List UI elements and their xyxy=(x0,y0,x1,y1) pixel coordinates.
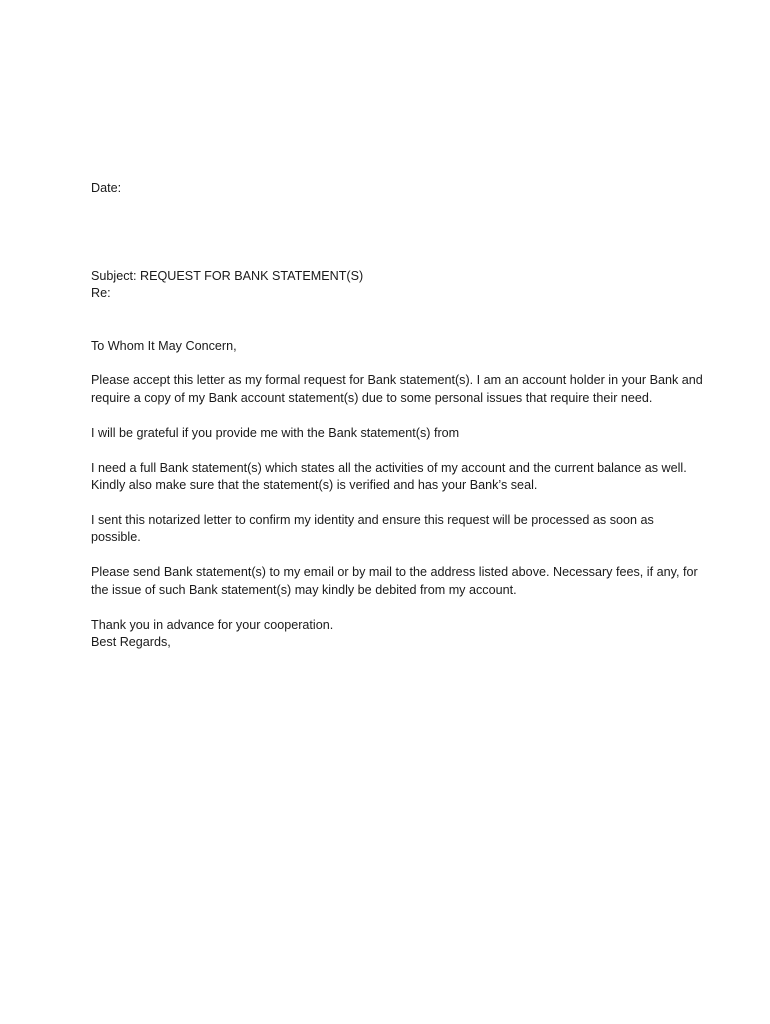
paragraph-line: require a copy of my Bank account statement(s) due to some personal issues that require their need. xyxy=(91,391,653,405)
re-label: Re: xyxy=(91,286,111,300)
closing-line: Best Regards, xyxy=(91,635,171,649)
date-label: Date: xyxy=(91,181,122,195)
paragraph-line: Kindly also make sure that the statement(s) is verified and has your Bank’s seal. xyxy=(91,478,538,492)
paragraph-line: Please send Bank statement(s) to my email or by mail to the address listed above. Necessary fees, if any, for xyxy=(91,565,698,579)
salutation: To Whom It May Concern, xyxy=(91,339,237,353)
paragraph-line: the issue of such Bank statement(s) may kindly be debited from my account. xyxy=(91,583,517,597)
paragraph-line: Please accept this letter as my formal request for Bank statement(s). I am an account holder in your Bank and xyxy=(91,373,703,387)
thanks-line: Thank you in advance for your cooperation. xyxy=(91,618,334,632)
paragraph-line: possible. xyxy=(91,530,141,544)
paragraph-line: I need a full Bank statement(s) which states all the activities of my account and the current balance as well. xyxy=(91,461,687,475)
paragraph-line: I will be grateful if you provide me with the Bank statement(s) from xyxy=(91,426,460,440)
paragraph-line: I sent this notarized letter to confirm my identity and ensure this request will be processed as soon as xyxy=(91,513,654,527)
subject-line: Subject: REQUEST FOR BANK STATEMENT(S) xyxy=(91,269,364,283)
